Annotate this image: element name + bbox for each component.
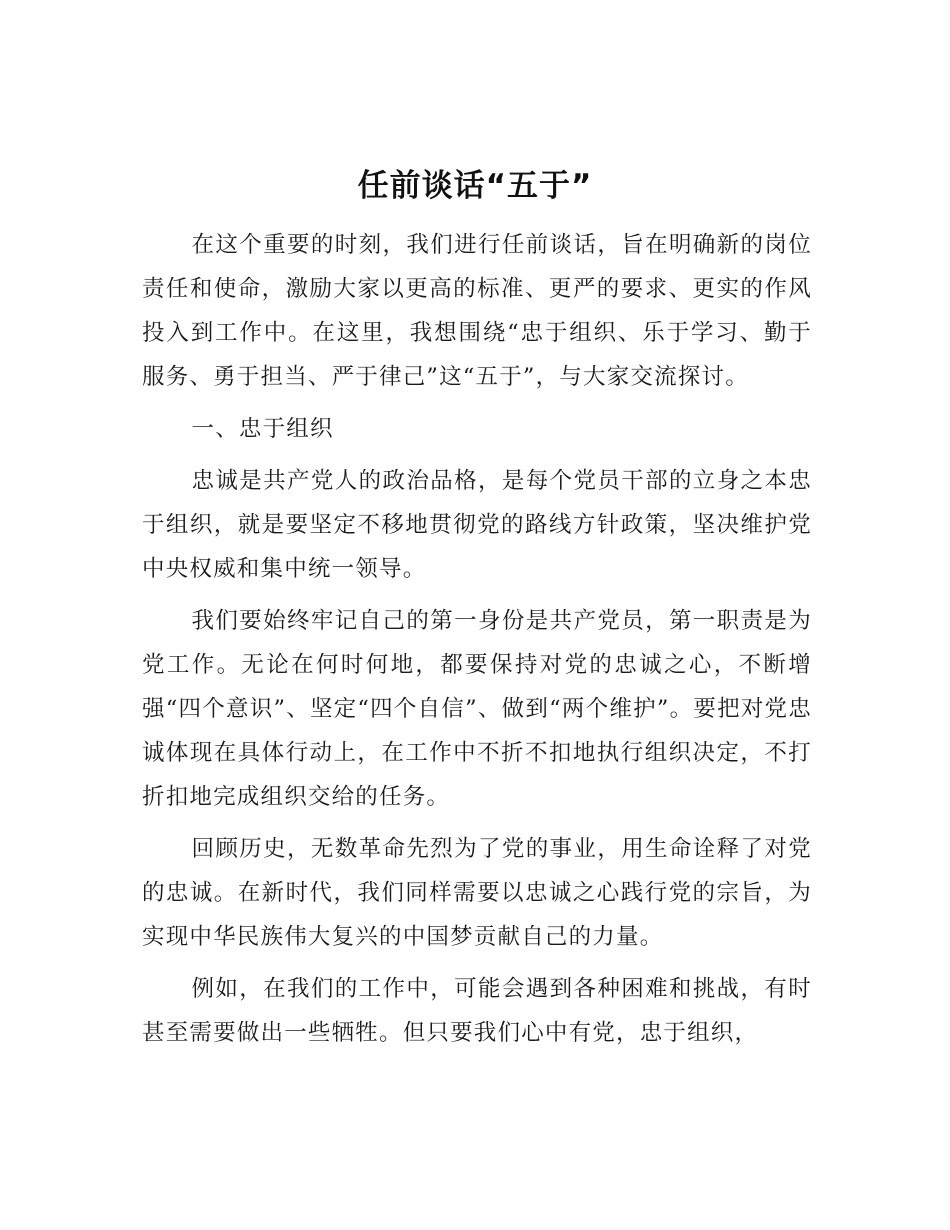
document-body: [142, 223, 812, 1063]
section-heading-loyalty: 一、忠于组织: [191, 416, 334, 442]
body-paragraph: 我们要始终牢记自己的第一身份是共产党员，第一职责是为党工作。无论在何时何地，都要保持对党的忠诚之心，不断增强“四个意识”、坚定“四个自信”、做到“两个维护”。要把对党忠诚体现在具体行动上，在工作中不折不扣地执行组织决定，不打折扣地完成组织交给的任务。: [142, 608, 812, 810]
body-paragraph: 例如，在我们的工作中，可能会遇到各种困难和挑战，有时甚至需要做出一些牺牲。但只要我们心中有党，忠于组织，: [142, 976, 812, 1046]
body-paragraph: 忠诚是共产党人的政治品格，是每个党员干部的立身之本忠于组织，就是要坚定不移地贯彻党的路线方针政策，坚决维护党中央权威和集中统一领导。: [142, 468, 812, 582]
intro-paragraph: 在这个重要的时刻，我们进行任前谈话，旨在明确新的岗位责任和使命，激励大家以更高的标准、更严的要求、更实的作风投入到工作中。在这里，我想围绕“忠于组织、乐于学习、勤于服务、勇于担当、严于律己”这“五于”，与大家交流探讨。: [142, 232, 812, 390]
body-paragraph: 回顾历史，无数革命先烈为了党的事业，用生命诠释了对党的忠诚。在新时代，我们同样需要以忠诚之心践行党的宗旨，为实现中华民族伟大复兴的中国梦贡献自己的力量。: [142, 836, 812, 950]
document-title: 任前谈话“五于”: [357, 168, 593, 204]
